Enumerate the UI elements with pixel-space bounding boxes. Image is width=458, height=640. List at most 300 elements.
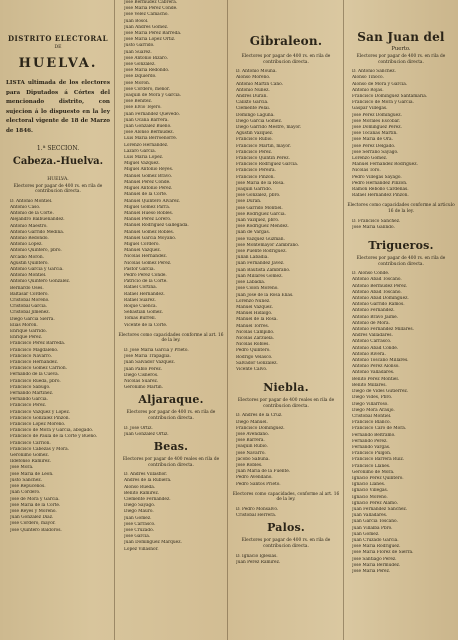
- list-item: Miguel Antonio Perez.: [124, 186, 173, 192]
- district-heading: DISTRITO ELECTORAL: [7, 34, 109, 43]
- electores-note: Electores por pagar de 400 rs. en rila de contribucion directa.: [13, 183, 103, 195]
- list-item: Clemente Pelai.: [236, 106, 271, 112]
- list-item: Juan de Vargas.: [236, 230, 271, 236]
- list-item: Francisco Gomez Carrion.: [10, 366, 68, 372]
- list-item: Juan Suarez.: [124, 49, 152, 55]
- list-item: Fernando Vargas.: [352, 444, 391, 450]
- list-item: José Maria Perez Conde.: [124, 6, 178, 12]
- list-item: Fernando de la Cueva.: [10, 372, 60, 378]
- list-item: José Perez Delgado.: [352, 143, 396, 149]
- aljaraque-list: [118, 426, 224, 438]
- list-item: Juan Valladares.: [352, 513, 388, 519]
- list-item: Benito Ramirez.: [124, 490, 160, 496]
- column-divider: [343, 0, 344, 640]
- list-item: Juan Bautista Zambrano.: [236, 267, 291, 273]
- list-item: Antonio Fernandez.: [352, 308, 395, 314]
- list-item: Bernardo Oses.: [10, 285, 44, 291]
- list-item: José Maria de la Rosa.: [236, 180, 285, 186]
- list-item: Pastor Garcia.: [124, 266, 155, 272]
- list-item: Diego Cisneros.: [124, 372, 159, 378]
- list-item: José Carrasco.: [124, 521, 156, 527]
- list-item: José Maria Perez Barreda.: [124, 31, 182, 37]
- list-item: Lázaro Garcia.: [124, 148, 157, 154]
- list-item: Domingo Laguna.: [236, 112, 275, 118]
- list-item: Jacobo Sabuna.: [236, 456, 270, 462]
- list-item: Antonio Carrasco.: [352, 339, 392, 345]
- list-item: Tomas Burrell.: [124, 316, 157, 322]
- list-item: Antonio Lopez.: [10, 242, 43, 248]
- list-item: Manuel Garcia Moyano.: [124, 235, 177, 241]
- list-item: Joaquin de Mora y Garcia.: [124, 93, 182, 99]
- list-item: Francisco Hernandez.: [10, 360, 59, 366]
- list-item: Manuel Hidalgo.: [236, 311, 273, 317]
- list-item: Ramon Rebollo Cárdenas.: [352, 187, 409, 193]
- niebla-cap-note: Electores como capacidades, conforme al art. 16 de la ley.: [232, 491, 340, 503]
- list-item: Antonio Martin Cano.: [236, 81, 284, 87]
- list-item: Diego Manuel.: [236, 419, 268, 425]
- list-item: Diego de Vides Gutierrez.: [352, 389, 409, 395]
- list-item: Gaspar Villegas.: [352, 106, 388, 112]
- column-divider: [227, 0, 228, 640]
- list-item: Pedro Villegas Sayago.: [352, 174, 402, 180]
- palos-note: Electores por pagar de 400 rs. en rila de contribucion directa.: [241, 538, 331, 549]
- list-item: Nicolás Hernandez.: [124, 254, 167, 260]
- list-item: José Bermudez Cabrera.: [124, 0, 178, 5]
- list-item: José Maria de la Córte.: [10, 502, 61, 508]
- list-item: D. José Maria Garcia y Prieto.: [124, 347, 189, 353]
- list-item: Joaquin Rubio.: [236, 444, 268, 450]
- list-item: Benito Perez Montiel.: [352, 376, 400, 382]
- list-item: José Cordero, menor.: [124, 86, 170, 92]
- list-item: Manuel Fernandez Rodriguez.: [352, 162, 418, 168]
- list-item: Lorenzo Gomez.: [352, 156, 388, 162]
- list-item: Baltasar Cordero.: [10, 291, 49, 297]
- list-item: Juan Fernandez Sanchez.: [352, 506, 408, 512]
- list-item: D. Antonio Montiel.: [10, 198, 53, 204]
- list-item: Clemente Fernandez.: [124, 496, 171, 502]
- list-item: Cristóbal Garcia.: [10, 304, 48, 310]
- list-item: Diego Vides, Pbro.: [352, 395, 393, 401]
- list-item: Juan Bosol.: [124, 18, 149, 24]
- trigueros-note: Electores por pagar de 400 rs. en rila de contribucion directa.: [356, 256, 446, 267]
- list-item: José Rodriguez Mendez.: [236, 224, 289, 230]
- list-item: Cristóbal Moreno.: [10, 298, 50, 303]
- list-item: Francisco Magdaleno.: [10, 347, 59, 353]
- list-item: Diego Garrido Mestre, mayor.: [236, 125, 302, 131]
- list-item: Antonio Rivera.: [352, 351, 386, 357]
- beas-list: [118, 472, 224, 553]
- list-item: Patricio de la Córte.: [124, 279, 168, 285]
- list-item: Diego Garcia Gomez.: [236, 118, 283, 124]
- list-item: Juan Gomez.: [352, 531, 380, 537]
- list-item: Alonso de Mora y Garcia.: [352, 81, 408, 87]
- list-item: José Dominguez Perez.: [352, 125, 402, 131]
- list-item: Juan Pablo Perez.: [124, 366, 162, 372]
- list-item: Roque Cuenca.: [124, 303, 157, 309]
- list-item: Luis Maria Lopez.: [124, 155, 164, 161]
- list-item: Diego Sayago.: [124, 503, 156, 509]
- list-item: Diego Mora Araujo.: [352, 407, 395, 413]
- list-item: Rafael Suarez.: [124, 297, 156, 303]
- list-item: Manuel Perez Lorero.: [124, 217, 172, 223]
- aljaraque-heading: Aljaraque.: [138, 393, 204, 407]
- list-item: Francisco Quintin Perez.: [236, 156, 290, 162]
- capacidades-list: [118, 348, 224, 391]
- sanjuan-list: [346, 69, 456, 199]
- column-3: [230, 0, 342, 640]
- list-item: Fernando Garcia.: [10, 397, 48, 403]
- list-item: José Morón.: [124, 80, 151, 86]
- list-item: José Quintero Baldoros.: [10, 527, 62, 533]
- list-item: Francisco Carrion.: [10, 440, 51, 446]
- list-item: Ignacio Perez Alamo.: [352, 500, 398, 506]
- list-item: José Rodriguez Garcia.: [236, 211, 286, 217]
- beas-note: Electores por pagar de 400 reales en rila de contribucion directa.: [122, 456, 220, 468]
- list-item: José Maria Trapaglia.: [124, 354, 171, 360]
- list-item: Antonio Toscano Millares.: [352, 358, 409, 364]
- niebla-heading: Niebla.: [263, 381, 309, 395]
- list-item: Rafael Hernandez Pinzon.: [352, 193, 409, 199]
- list-item: Rafael Cortina.: [124, 285, 158, 291]
- list-item: José Montemayor Zambrano.: [236, 242, 300, 248]
- list-item: Manuel Gomez Bravo.: [124, 173, 173, 179]
- list-item: Francisco Vazquez y Lopez.: [10, 409, 71, 415]
- list-item: Francisco Pinzon.: [236, 174, 275, 180]
- list-item: Francisco de Paula de la Córte y Bueno.: [10, 434, 98, 440]
- list-item: Diego Mauro.: [124, 509, 154, 515]
- beas-heading: Beas.: [153, 439, 189, 453]
- trigueros-heading: Trigueros.: [368, 239, 434, 253]
- list-item: Rodrigo Velasco.: [236, 354, 273, 360]
- list-item: Juan Millares Gomez.: [236, 273, 283, 279]
- list-item: Lorenzo Nuñez.: [236, 298, 271, 304]
- list-item: Agustin Vazquez.: [236, 131, 274, 137]
- list-item: Fernando Beltramo.: [352, 432, 396, 438]
- list-item: Andres Valladares.: [352, 333, 393, 339]
- sanjuan-subheading: Puerto.: [391, 46, 411, 52]
- list-item: Francisco Barrera Ruiz.: [352, 457, 405, 463]
- list-item: Vicente de la Córte.: [124, 322, 168, 328]
- list-item: Diego Garcia Sierra.: [10, 316, 55, 322]
- list-item: Francisco de Mora y Garcia.: [352, 100, 414, 106]
- list-item: Alonso Moreno.: [236, 75, 271, 81]
- list-item: D. Pedro Monsalvo.: [236, 506, 279, 512]
- list-item: Juan Fernandez Javez.: [236, 261, 285, 267]
- list-item: Nicolás Zarzuela.: [236, 335, 275, 341]
- list-item: José Benitez.: [124, 99, 153, 105]
- list-item: D. Alonso Conde.: [352, 271, 390, 277]
- list-item: José Serrano Sayago.: [352, 149, 399, 155]
- list-item: José Maria de Ora.: [352, 137, 393, 143]
- list-item: Francisco Llanes.: [352, 463, 391, 469]
- list-item: Manuel Gomez Robles.: [124, 229, 175, 235]
- list-item: Juan Garcia Toscano.: [352, 519, 398, 525]
- list-item: José Barrera.: [236, 438, 265, 444]
- list-item: José Perez Dominguez.: [352, 112, 402, 118]
- list-item: José Santiago Perez.: [352, 556, 397, 562]
- list-item: Alonso Rueda.: [124, 484, 156, 490]
- list-item: Francisco Caro de Mora.: [352, 426, 407, 432]
- list-item: D. Antonio Sanchez.: [352, 69, 396, 75]
- list-item: Lorenzo Hernandez.: [124, 142, 169, 148]
- list-item: José Garcia.: [124, 534, 151, 540]
- list-item: Juan Maria de la Fuente.: [236, 469, 291, 475]
- list-item: D. Francisco Sanchez.: [352, 218, 401, 224]
- list-item: Antonio Nuñez.: [236, 87, 270, 93]
- list-item: Cristóbal Jimenez.: [10, 310, 50, 316]
- list-item: Miguel Gomez Parra.: [124, 204, 171, 210]
- list-item: José Duran.: [236, 199, 262, 205]
- list-item: Manuel Hueso Robles.: [124, 210, 174, 216]
- list-item: Juan Salvador Vazquez.: [124, 360, 176, 366]
- list-item: José Maria Redondo.: [124, 68, 170, 74]
- list-item: Francisco Navarro.: [10, 353, 53, 359]
- list-item: Andres Duran.: [236, 94, 268, 99]
- list-item: Nicolás Suarez.: [124, 378, 159, 384]
- cabeza-heading: Cabeza.-Huelva.: [12, 155, 104, 167]
- list-item: Antonio de Mora.: [352, 320, 390, 326]
- list-item: José Cruzado.: [124, 527, 154, 533]
- list-item: Andres de la Rubiera.: [124, 478, 172, 484]
- niebla-note: Electores por pagar de 400 reales en rila de contribucion directa.: [237, 398, 335, 409]
- list-item: Alonso Tinoco.: [352, 75, 384, 81]
- list-item: Antonio Bravo Jaime.: [352, 314, 399, 320]
- gibraleon-heading: Gibraleon.: [249, 34, 323, 48]
- list-item: D. Antonio Mouna.: [236, 69, 277, 75]
- list-item: Manuel Torres.: [236, 323, 270, 329]
- list-item: José Maria de Leon.: [10, 471, 54, 477]
- list-item: Luis Maria Berroenorre.: [124, 136, 178, 142]
- list-item: Sebastian Gomez.: [124, 310, 164, 316]
- list-item: José Garrido Montiel.: [236, 205, 283, 211]
- list-item: Juan Andres Gomez.: [124, 24, 169, 30]
- list-item: Juan Gomez.: [124, 515, 152, 521]
- list-item: Juan Dominguez Márquez.: [124, 540, 182, 546]
- list-item: Antonio Maestro.: [10, 223, 48, 229]
- list-item: Antonio Perez Alonso.: [352, 364, 400, 370]
- list-item: D. José Ortiz.: [124, 425, 153, 431]
- list-item: Enrique Garrido.: [10, 329, 47, 335]
- sanjuan-cap-list: [346, 219, 456, 231]
- list-item: Francisco Perez Barreda.: [10, 341, 66, 347]
- list-item: Francisco Perez.: [10, 403, 47, 409]
- list-item: Antonio Fernandez Millares.: [352, 327, 414, 333]
- list-item: Nicolás Toro.: [352, 168, 381, 174]
- list-item: Justo Garrido.: [124, 43, 155, 49]
- list-item: Agustin Quintero.: [10, 260, 49, 266]
- elector-list: [118, 0, 224, 329]
- town-name: HUELVA.: [47, 176, 69, 182]
- column-divider: [114, 0, 115, 640]
- list-item: Manuel de la Rosa.: [236, 317, 278, 323]
- list-item: Cristóbal Herrera.: [236, 513, 277, 519]
- list-item: Francisco Cabezas y Mora.: [10, 446, 70, 452]
- list-item: Juan Ocaña Barrera.: [124, 117, 169, 123]
- list-item: José Colon Moreno.: [236, 286, 279, 292]
- list-item: José Robles.: [236, 462, 263, 468]
- list-item: Ignacio Llanes.: [352, 482, 386, 488]
- list-item: Pedro Quintero.: [236, 348, 271, 354]
- list-item: Manuel Vazquez.: [124, 248, 162, 254]
- list-item: Fernando Perez.: [352, 438, 388, 444]
- section-label: 1.ª SECCION.: [36, 144, 80, 152]
- list-item: José Alonso Bermudez.: [124, 130, 174, 136]
- list-item: José Velez Camacho.: [124, 12, 169, 18]
- list-item: Juan Cruzado Garcia.: [352, 537, 399, 543]
- list-item: Antonio Garrido Ramos.: [352, 302, 405, 308]
- list-item: José Maria Rodriguez.: [352, 544, 401, 550]
- aljaraque-note: Electores por pagar de 400 rs. en rila de contribucion directa.: [126, 410, 216, 421]
- list-item: Nicolás Campillo.: [236, 329, 275, 335]
- list-item: Nicolás Robles.: [236, 342, 270, 348]
- list-item: Francisco Lopez Moreno.: [10, 422, 66, 428]
- gibraleon-list: [230, 69, 342, 373]
- list-item: Juan Villalba Pbro.: [352, 525, 393, 531]
- list-item: José Gonzalez.: [124, 62, 156, 68]
- list-item: José Maria Lopez Ortiz.: [124, 37, 176, 43]
- list-item: Juan Gonzalez Diaz.: [10, 515, 54, 521]
- niebla-cap-list: [230, 507, 342, 519]
- list-item: Antonio Garrido Medina.: [10, 229, 65, 235]
- list-item: Manuel Rodriguez Gallegada.: [124, 223, 189, 229]
- list-item: Vicente Calvo.: [236, 366, 268, 372]
- palos-list: [230, 554, 342, 566]
- list-item: Joaquin Garrido.: [236, 187, 273, 193]
- list-item: Antonio Abad Dominguez.: [352, 296, 409, 302]
- sanjuan-note: Electores por pagar de 400 rs. en rila de contribucion directa.: [356, 54, 446, 65]
- column-1: [4, 0, 112, 640]
- list-item: Antonio Bermudez Perez.: [352, 283, 408, 289]
- list-item: Pedro Avendaño.: [236, 475, 273, 481]
- list-item: Arcadio Morón.: [10, 254, 44, 260]
- list-item: Antonio Quintero, pbro.: [10, 248, 62, 254]
- niebla-list: [230, 413, 342, 487]
- list-item: Calixto Garcia.: [236, 100, 269, 106]
- list-item: José Puente Rodriguez.: [236, 249, 287, 255]
- list-item: Cristóbal Montiel.: [352, 413, 392, 419]
- list-item: José Tocanas Martin.: [352, 131, 398, 137]
- list-item: Francisco Dominguez.: [236, 425, 285, 431]
- gibraleon-note: Electores por pagar de 400 rs. en rila de contribucion directa.: [241, 54, 331, 65]
- list-item: José Cordero, mayor.: [10, 521, 56, 527]
- list-item: José Maria Florez de Sierra.: [352, 550, 414, 556]
- list-item: Francisco Pulgón.: [352, 451, 392, 457]
- list-item: Salvador Gonzalez.: [236, 360, 278, 366]
- trigueros-list: [346, 271, 456, 575]
- list-item: José Vazquez Guzman.: [236, 236, 285, 242]
- list-item: Francisco Martin, mayor.: [236, 143, 291, 149]
- list-item: Francisco Sabugo.: [10, 384, 51, 390]
- list-item: José Navarro.: [236, 450, 266, 456]
- list-item: Gerónimo Gomez.: [10, 453, 50, 459]
- list-item: Elias Morón.: [10, 322, 38, 328]
- list-item: Antonio Montiel.: [10, 273, 47, 279]
- list-item: José Elvio Tejero.: [124, 105, 162, 111]
- list-item: José Maria Perez.: [352, 568, 391, 574]
- district-name: HUELVA.: [18, 56, 98, 71]
- list-item: Antonio Abad Conde.: [352, 345, 399, 351]
- list-item: Juan Cordero.: [10, 490, 41, 496]
- list-item: José Antonio Bizaro.: [124, 55, 168, 61]
- list-item: D. Ignacio Iglesias.: [236, 553, 278, 559]
- list-item: Francisco Gonzalez Pinzon.: [10, 415, 70, 421]
- list-item: Justo Sanchez.: [10, 477, 42, 483]
- list-item: Antonio Abad Toscano.: [352, 289, 402, 295]
- list-item: Pedro Hernandez Pinzon.: [352, 180, 408, 186]
- list-item: Ignacio Moreno.: [352, 494, 388, 500]
- list-item: José Maria Bermudez.: [352, 562, 401, 568]
- list-item: Benito Millares.: [352, 382, 387, 388]
- list-item: Fernando Martinez.: [10, 391, 54, 397]
- list-item: D. Andres Villasfior.: [124, 472, 168, 478]
- list-item: Antonio de la Córte.: [10, 211, 54, 217]
- list-item: Manuel de la Córte.: [124, 192, 168, 198]
- list-item: José Maria Galindo.: [352, 224, 395, 230]
- list-item: Gerónimo Martin.: [124, 385, 164, 391]
- list-item: José de Mora y Garcia.: [10, 496, 60, 502]
- list-item: Juan José de la Rosa Elias.: [236, 292, 294, 298]
- list-item: Antonio Rojas.: [352, 87, 384, 93]
- list-item: Ignacio Villegas.: [352, 488, 389, 494]
- list-item: Francisco Rubio.: [236, 137, 273, 143]
- list-item: Antonio Caso.: [10, 204, 41, 210]
- list-item: Juan Fernandez Quevedo.: [124, 111, 180, 117]
- list-item: Francisco Blanco.: [352, 420, 391, 426]
- list-item: Juan Gonzalez Ortiz.: [124, 431, 169, 437]
- list-item: Pedro Perez Conde.: [124, 272, 167, 278]
- list-item: Manuel Quintero Alvarez.: [124, 198, 181, 204]
- list-item: D. Andres de la Cruz.: [236, 413, 283, 419]
- column-2: [118, 0, 224, 640]
- list-item: Juan Gonzalez Bueno.: [124, 124, 172, 130]
- list-item: Nicolás Gomez Perez.: [124, 260, 172, 266]
- list-item: Diego Villarroso.: [352, 401, 389, 407]
- list-item: Julian Labadia.: [236, 255, 269, 261]
- elector-list: [4, 199, 112, 534]
- list-intro: LISTA ultimada de los electores para Diputados á Córtes del mencionado distrito, con sujecion á lo dispuesto en la ley electoral vigente de 18 de Marzo de 1846.: [6, 80, 110, 134]
- district-de: DE: [54, 45, 62, 50]
- list-item: José Reyes y Moreno.: [10, 508, 57, 514]
- list-item: José Morales Escobar.: [352, 118, 401, 124]
- column-4: [346, 0, 456, 640]
- list-item: Manuel Perez Conde.: [124, 179, 171, 185]
- list-item: Francisco Rueda, pbro.: [10, 378, 61, 384]
- capacidades-note: Electores como capacidades conforme al art. 16 de la ley.: [118, 332, 224, 344]
- list-item: Alejandro Balbuenandez.: [10, 217, 65, 223]
- sanjuan-cap-note: Electores como capacidades conforme al articulo 16 de la ley.: [347, 203, 455, 215]
- list-item: José Mora.: [10, 465, 34, 471]
- list-item: Ildefonso Ramirez.: [10, 459, 52, 465]
- list-item: Francisco de Mora y Garcia, abogado.: [10, 428, 94, 434]
- list-item: José Gonzalez, pbro.: [236, 193, 281, 199]
- list-item: Francisco Pereira.: [236, 168, 276, 174]
- list-item: Manuel Vazquez.: [236, 304, 274, 310]
- list-item: José Izquierdo.: [124, 74, 157, 80]
- list-item: Rafael Hernandez.: [124, 291, 165, 297]
- list-item: Francisco Rodriguez Garcia.: [236, 162, 299, 168]
- list-item: José Avendaño.: [236, 431, 270, 437]
- list-item: Miguel Cordero.: [124, 241, 160, 247]
- list-item: Juan Vazquez, pbro.: [236, 218, 280, 224]
- list-item: Miguel Antonio Reyes.: [124, 167, 174, 173]
- list-item: Enrique Perez.: [10, 335, 43, 341]
- list-item: Miguel Vazquez.: [124, 161, 160, 167]
- list-item: Antonio Valladares.: [352, 370, 395, 376]
- list-item: José Repúcenos.: [10, 484, 46, 490]
- list-item: Ignacio Perez Quintero.: [352, 475, 404, 481]
- list-item: Juan Perez Ramirez.: [236, 559, 281, 565]
- sanjuan-heading: San Juan del: [357, 30, 445, 44]
